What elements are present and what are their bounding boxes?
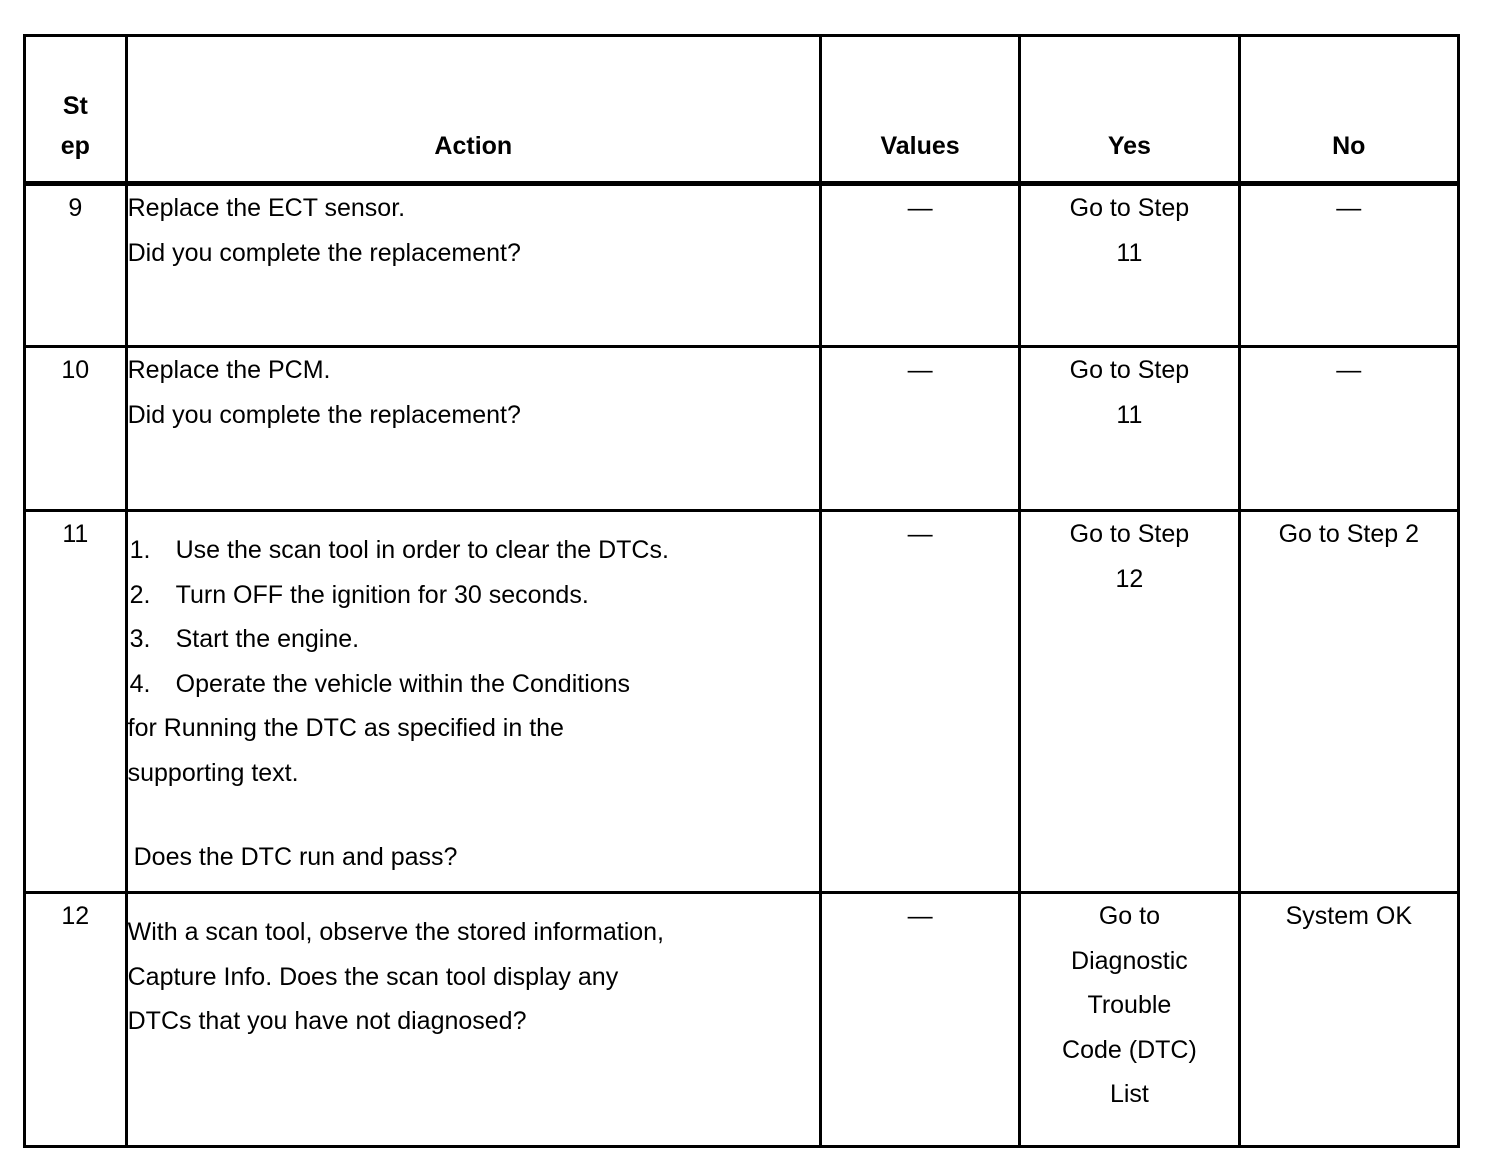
yes-line: List <box>1109 1080 1149 1108</box>
table-row <box>25 893 1459 1147</box>
values-cell: — <box>820 511 1019 893</box>
table-row <box>25 347 1459 511</box>
action-line: Capture Info. Does the scan tool display any <box>127 962 619 991</box>
step-cell: 12 <box>25 893 127 1147</box>
header-no: No <box>1239 36 1458 184</box>
yes-cell <box>1020 184 1239 347</box>
action-line: With a scan tool, observe the stored information, <box>127 918 665 946</box>
step-cell: 11 <box>25 511 127 893</box>
yes-line: 11 <box>1116 238 1143 267</box>
list-number: 3. <box>129 625 151 653</box>
no-line: — <box>1336 194 1362 222</box>
list-number: 1. <box>129 536 151 564</box>
action-list-item <box>128 662 819 707</box>
diagnostic-table <box>23 34 1460 1148</box>
header-row <box>25 36 1459 184</box>
no-cell <box>1239 184 1458 347</box>
no-line: Go to Step 2 <box>1278 520 1419 548</box>
action-line: for Running the DTC as specified in the <box>127 714 564 742</box>
yes-line: Go to <box>1098 902 1160 930</box>
header-yes: Yes <box>1020 36 1239 184</box>
list-text: Use the scan tool in order to clear the DTCs. <box>175 536 669 564</box>
action-line: Did you complete the replacement? <box>127 400 521 429</box>
action-cell <box>126 893 820 1147</box>
list-text: Operate the vehicle within the Conditions <box>175 669 631 698</box>
values-cell: — <box>820 893 1019 1147</box>
yes-line: Trouble <box>1087 991 1172 1019</box>
list-number: 2. <box>129 580 151 609</box>
header-step <box>25 36 127 184</box>
header-action: Action <box>126 36 820 184</box>
header-values: Values <box>820 36 1019 184</box>
no-cell <box>1239 511 1458 893</box>
action-list-item <box>128 617 819 662</box>
action-list-item <box>128 528 819 573</box>
action-line: Replace the PCM. <box>127 356 331 384</box>
spacer <box>128 795 819 835</box>
yes-line: Go to Step <box>1069 356 1190 384</box>
table-row <box>25 184 1459 347</box>
yes-cell <box>1020 347 1239 511</box>
yes-line: 12 <box>1115 564 1144 593</box>
yes-cell <box>1020 511 1239 893</box>
header-step-line: St <box>62 92 88 120</box>
no-line: System OK <box>1285 902 1412 930</box>
action-line: DTCs that you have not diagnosed? <box>127 1007 527 1035</box>
yes-line: Go to Step <box>1069 194 1190 222</box>
action-cell <box>126 511 820 893</box>
step-cell: 9 <box>25 184 127 347</box>
no-line: — <box>1336 356 1362 384</box>
action-line: Replace the ECT sensor. <box>127 194 406 222</box>
action-line: supporting text. <box>127 758 299 787</box>
yes-cell <box>1020 893 1239 1147</box>
table-row <box>25 511 1459 893</box>
values-cell: — <box>820 184 1019 347</box>
yes-line: Code (DTC) <box>1062 1035 1197 1064</box>
action-line: Did you complete the replacement? <box>127 238 521 267</box>
values-cell: — <box>820 347 1019 511</box>
list-text: Start the engine. <box>175 625 360 653</box>
list-number: 4. <box>129 669 151 698</box>
no-cell <box>1239 893 1458 1147</box>
yes-line: Go to Step <box>1069 520 1190 548</box>
no-cell <box>1239 347 1458 511</box>
action-cell <box>126 347 820 511</box>
action-question: Does the DTC run and pass? <box>133 843 458 871</box>
list-text: Turn OFF the ignition for 30 seconds. <box>175 580 589 609</box>
action-cell <box>126 184 820 347</box>
yes-line: 11 <box>1116 400 1143 429</box>
step-cell: 10 <box>25 347 127 511</box>
header-step-line: ep <box>60 132 90 160</box>
yes-line: Diagnostic <box>1071 946 1188 975</box>
action-list-item <box>128 573 819 618</box>
